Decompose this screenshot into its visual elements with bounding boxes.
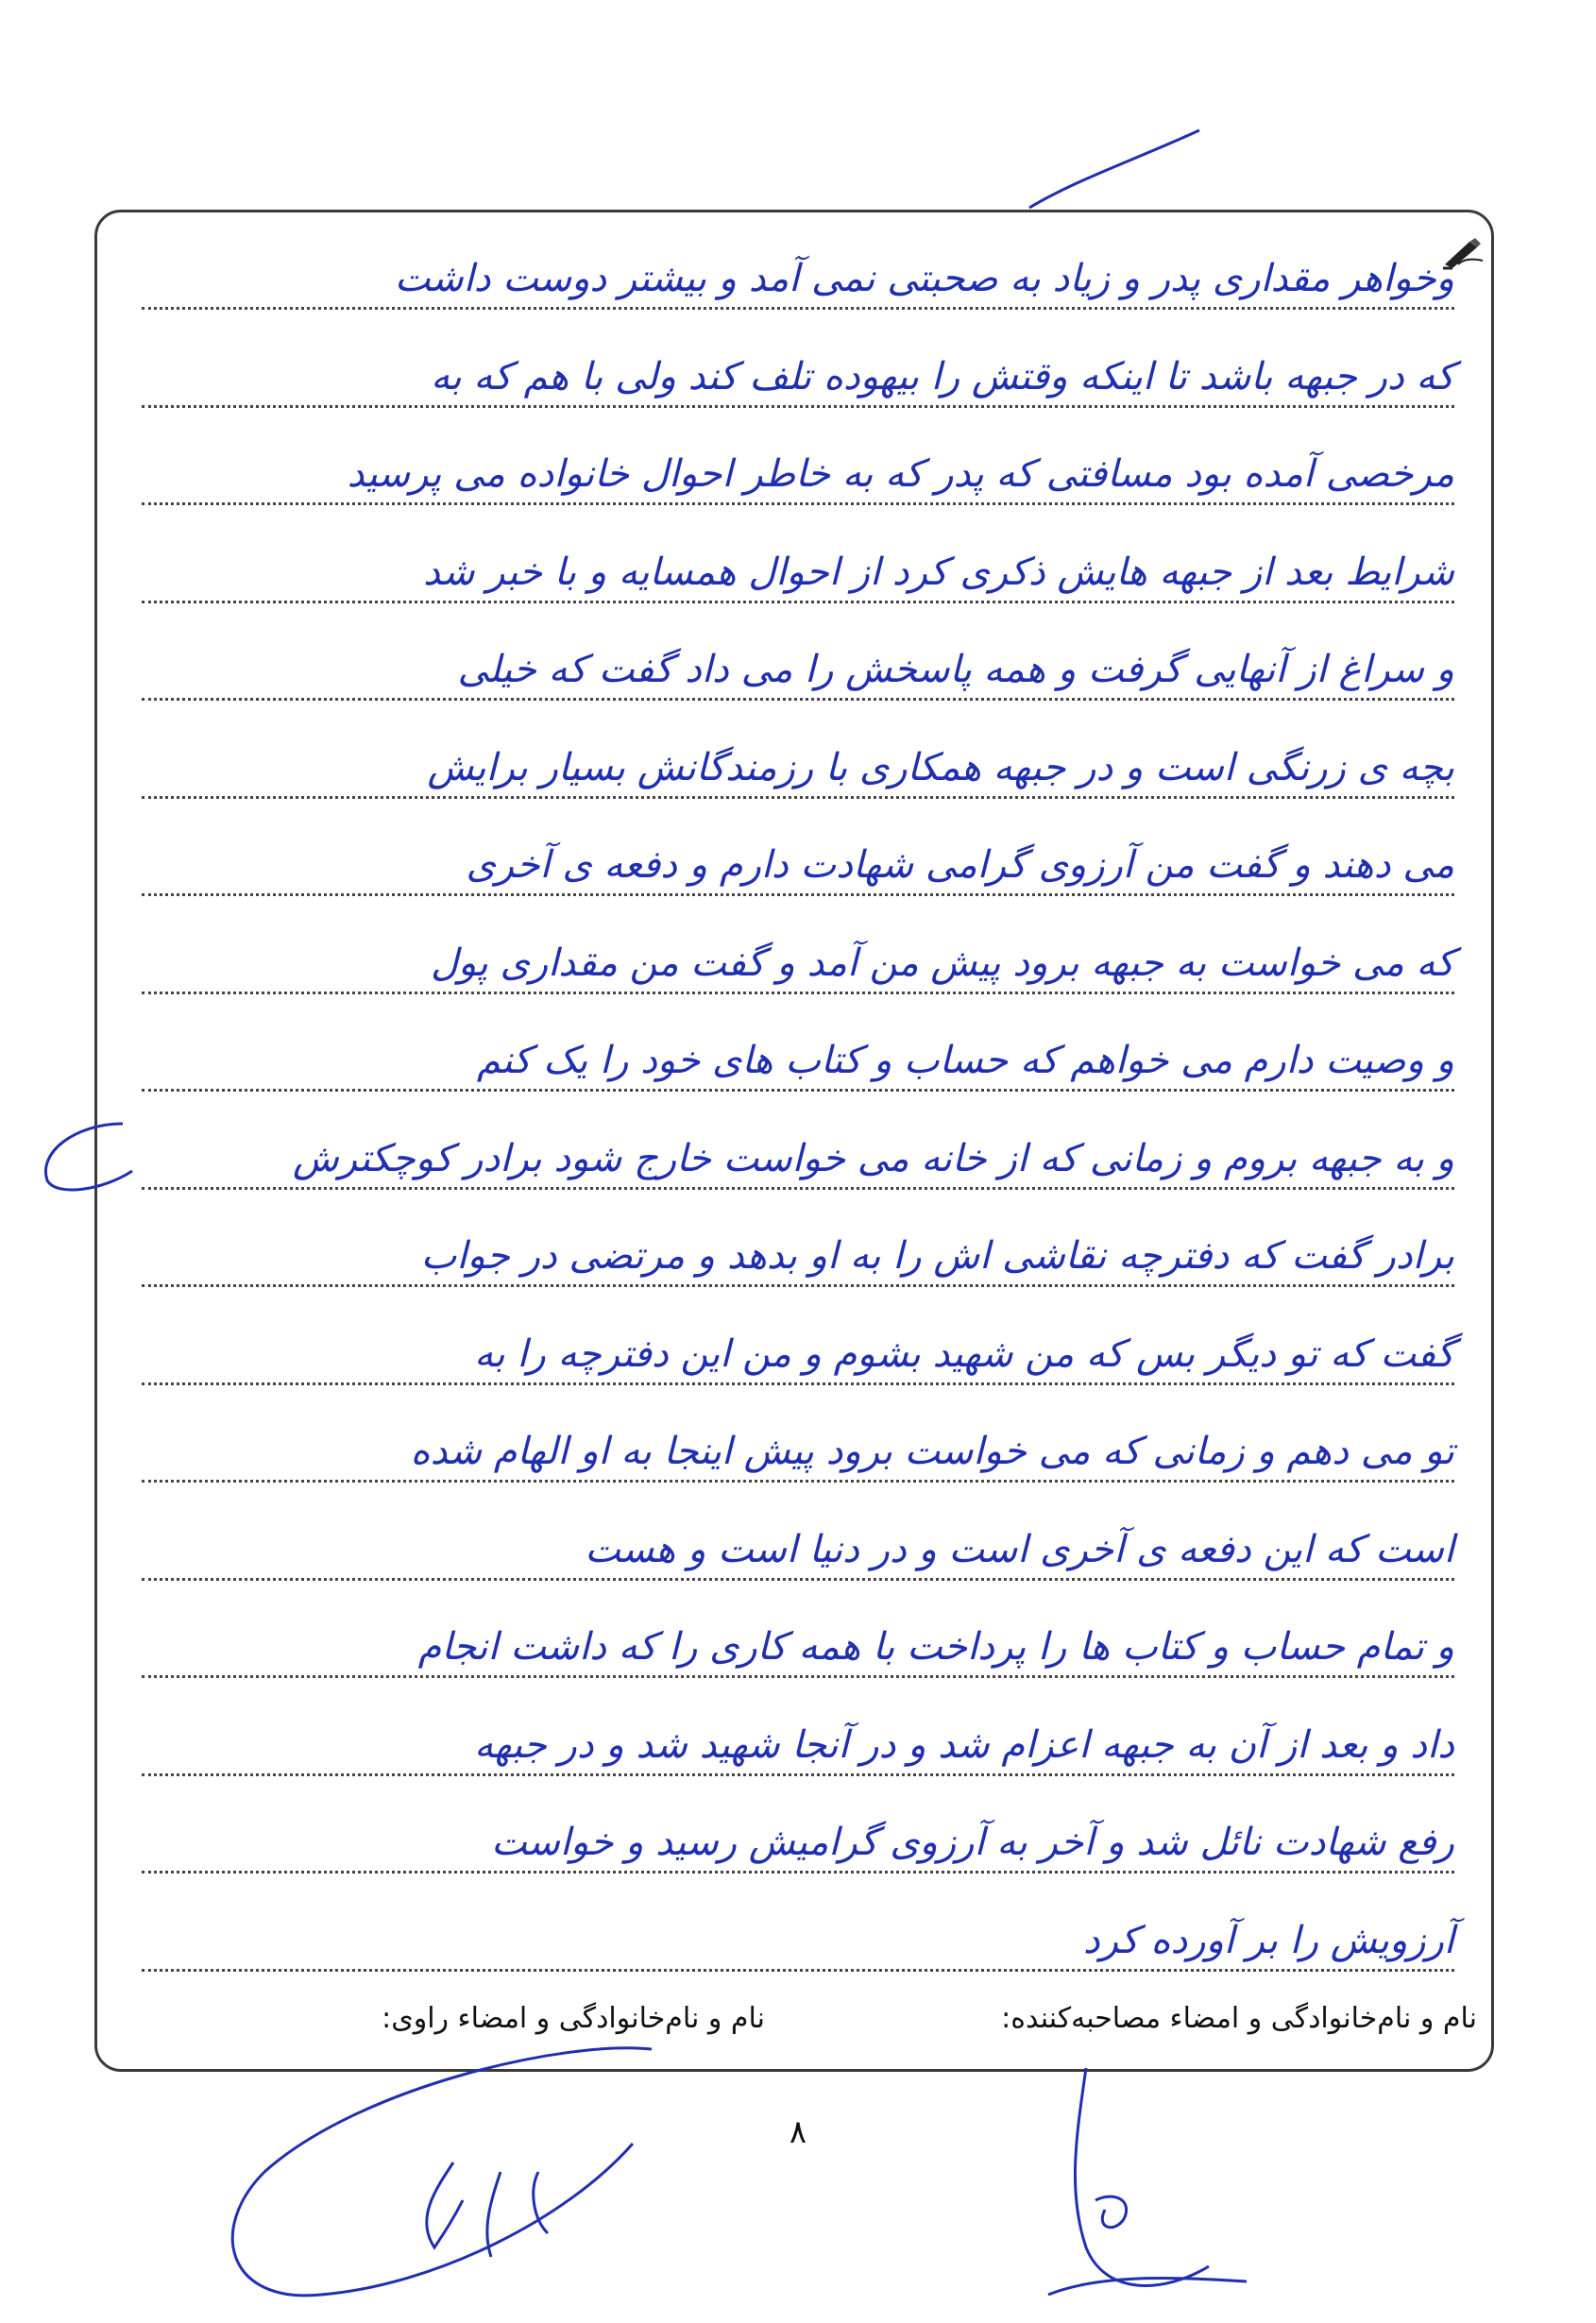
handwritten-line — [142, 911, 1454, 994]
handwritten-line — [142, 716, 1454, 799]
handwritten-line-text: شرایط بعد از جبهه هایش ذکری کرد از احوال همسایه و با خبر شد — [423, 550, 1454, 594]
handwritten-line — [142, 422, 1454, 505]
handwritten-line — [142, 618, 1454, 701]
handwritten-line-text: و وصیت دارم می خواهم که حساب و کتاب های خود را یک کنم — [476, 1039, 1454, 1082]
margin-scribble — [28, 1114, 161, 1199]
handwritten-line — [142, 325, 1454, 408]
handwritten-line-text: که در جبهه باشد تا اینکه وقتش را بیهوده تلف کند ولی با هم که به — [431, 354, 1454, 398]
narrator-signature — [208, 2030, 699, 2314]
handwritten-line — [142, 1693, 1454, 1776]
handwritten-line-text: می دهند و گفت من آرزوی گرامی شهادت دارم و دفعه ی آخری — [466, 843, 1454, 887]
handwritten-line-text: برادر گفت که دفترچه نقاشی اش را به او بدهد و مرتضی در جواب — [420, 1234, 1454, 1278]
handwritten-line — [142, 1790, 1454, 1874]
narrator-signature-label: نام و نام‌خانوادگی و امضاء راوی: — [382, 2002, 765, 2035]
handwritten-line — [142, 227, 1454, 310]
handwritten-line-text: وخواهر مقداری پدر و زیاد به صحبتی نمی آمد و بیشتر دوست داشت — [394, 257, 1454, 300]
handwritten-line-text: تو می دهم و زمانی که می خواست برود پیش اینجا به او الهام شده — [410, 1430, 1454, 1473]
handwritten-line — [142, 1889, 1454, 1972]
handwritten-line-text: و به جبهه بروم و زمانی که از خانه می خواست خارج شود برادر کوچکترش — [292, 1136, 1454, 1180]
handwritten-line — [142, 1399, 1454, 1483]
handwritten-line — [142, 1498, 1454, 1581]
interviewer-signature-label: نام و نام‌خانوادگی و امضاء مصاحبه‌کننده: — [1001, 2002, 1477, 2035]
margin-scribble — [1020, 123, 1209, 217]
handwritten-line-text: داد و بعد از آن به جبهه اعزام شد و در آنجا شهید شد و در جبهه — [474, 1722, 1454, 1767]
handwritten-line — [142, 1204, 1454, 1287]
handwritten-line-text: آرزویش را بر آورده کرد — [1082, 1918, 1454, 1962]
handwritten-line-text: و سراغ از آنهایی گرفت و همه پاسخش را می داد گفت که خیلی — [457, 648, 1454, 691]
interviewer-signature — [1020, 2059, 1256, 2314]
handwritten-line-text: رفع شهادت نائل شد و آخر به آرزوی گرامیش رسید و خواست — [491, 1821, 1454, 1864]
handwritten-line-text: گفت که تو دیگر بس که من شهید بشوم و من این دفترچه را به — [474, 1331, 1454, 1376]
handwritten-text-area — [142, 227, 1454, 1983]
handwritten-line-text: مرخصی آمده بود مسافتی که پدر که به خاطر احوال خانواده می پرسید — [347, 452, 1454, 496]
handwritten-line — [142, 1009, 1454, 1092]
handwritten-line — [142, 1107, 1454, 1190]
handwritten-line-text: است که این دفعه ی آخری است و در دنیا است و هست — [585, 1527, 1454, 1571]
handwritten-line-text: که می خواست به جبهه برود پیش من آمد و گفت من مقداری پول — [430, 941, 1454, 985]
handwritten-line-text: و تمام حساب و کتاب ها را پرداخت با همه کاری را که داشت انجام — [417, 1625, 1454, 1669]
handwritten-line-text: بچه ی زرنگی است و در جبهه همکاری با رزمندگانش بسیار برایش — [427, 745, 1454, 789]
handwritten-line — [142, 520, 1454, 603]
handwritten-line — [142, 1302, 1454, 1385]
handwritten-line — [142, 1595, 1454, 1678]
handwritten-line — [142, 813, 1454, 896]
page-number: ۸ — [789, 2113, 807, 2151]
